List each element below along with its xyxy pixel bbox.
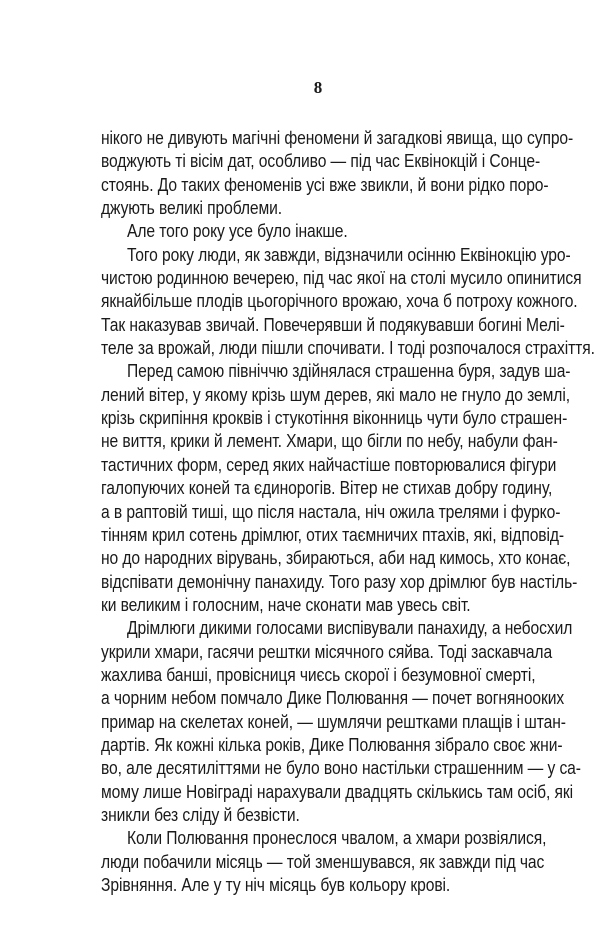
text-line: Дрімлюги дикими голосами виспівували панахиду, а небосхил — [127, 618, 573, 639]
paragraph-5 — [101, 617, 581, 827]
page-number: 8 — [313, 78, 323, 97]
text-line: крізь скрипіння кроквів і стукотіння віконниць чути було страшен- — [101, 408, 568, 429]
text-line: мому лише Новіграді нарахували двадцять скількись там осіб, які — [101, 781, 573, 802]
text-line: теле за врожай, люди пішли спочивати. І тоді розпочалося страхіття. — [101, 338, 595, 359]
text-line: а в раптовій тиші, що після настала, ніч ожила трелями і фурко- — [101, 501, 561, 522]
body-text-inner — [101, 127, 595, 897]
text-line: зникли без сліду й безвісти. — [101, 804, 300, 825]
text-line: Коли Полювання пронеслося чвалом, а хмари розвіялися, — [127, 828, 547, 849]
text-line: тінням крил сотень дрімлюг, отих таємничих птахів, які, відповід- — [101, 524, 565, 545]
paragraph-4 — [101, 360, 578, 617]
text-line: відспівати демонічну панахиду. Того разу хор дрімлюг був настіль- — [101, 571, 578, 592]
text-line: якнайбільше плодів цьогорічного врожаю, хоча б потроху кожного. — [101, 291, 578, 312]
text-line: воджують ті вісім дат, особливо — під час Еквінокцій і Сонце- — [101, 151, 541, 172]
text-line: чистою родинною вечерею, під час якої на столі мусило опинитися — [101, 268, 582, 289]
paragraph-1 — [101, 127, 574, 220]
text-line: примар на скелетах коней, — шумлячи рештками плащів і штан- — [101, 711, 566, 732]
text-line: а чорним небом помчало Дике Полювання — почет вогнянооких — [101, 688, 565, 709]
text-line: нікого не дивують магічні феномени й загадкові явища, що супро- — [101, 128, 574, 148]
text-line: ки великим і голосним, наче сконати мав увесь світ. — [101, 594, 471, 615]
text-line: галопуючих коней та єдинорогів. Вітер не стихав добру годину, — [101, 478, 553, 499]
text-line: лений вітер, у якому крізь шум дерев, які мало не гнуло до землі, — [101, 384, 570, 405]
text-line: во, але десятиліттями не було воно настільки страшенним — у са- — [101, 758, 581, 779]
text-line: Але того року усе було інакше. — [127, 221, 348, 242]
body-text — [101, 127, 595, 897]
text-line: но до народних вірувань, збираються, аби над кимось, хто конає, — [101, 548, 571, 569]
text-line: Того року люди, як завжди, відзначили осінню Еквінокцію уро- — [127, 244, 571, 265]
text-line: укрили хмари, гасячи рештки місячного сяйва. Тоді заскавчала — [101, 641, 553, 662]
text-line: жахлива банші, провісниця чиєсь скорої і безумовної смерті, — [101, 664, 536, 685]
text-line: тастичних форм, серед яких найчастіше повторювалися фігури — [101, 454, 557, 475]
text-line: дартів. Як кожні кілька років, Дике Полювання зібрало своє жни- — [101, 734, 563, 755]
text-line: джують великі проблеми. — [101, 198, 283, 219]
text-line: люди побачили місяць — той зменшувався, як завжди під час — [101, 851, 545, 872]
text-line: стоянь. До таких феноменів усі вже звикли, й вони рідко поро- — [101, 174, 549, 195]
paragraph-3 — [101, 244, 595, 361]
paragraph-6 — [101, 827, 547, 897]
text-line: не виття, крики й лемент. Хмари, що бігли по небу, набули фан- — [101, 431, 558, 452]
text-line: Перед самою північчю здійнялася страшенна буря, задув ша- — [127, 361, 571, 382]
paragraph-2 — [101, 220, 535, 243]
text-line: Зрівняння. Але у ту ніч місяць був кольору крові. — [101, 875, 451, 895]
text-line: Так наказував звичай. Повечерявши й подякувавши богині Мелі- — [101, 314, 565, 335]
